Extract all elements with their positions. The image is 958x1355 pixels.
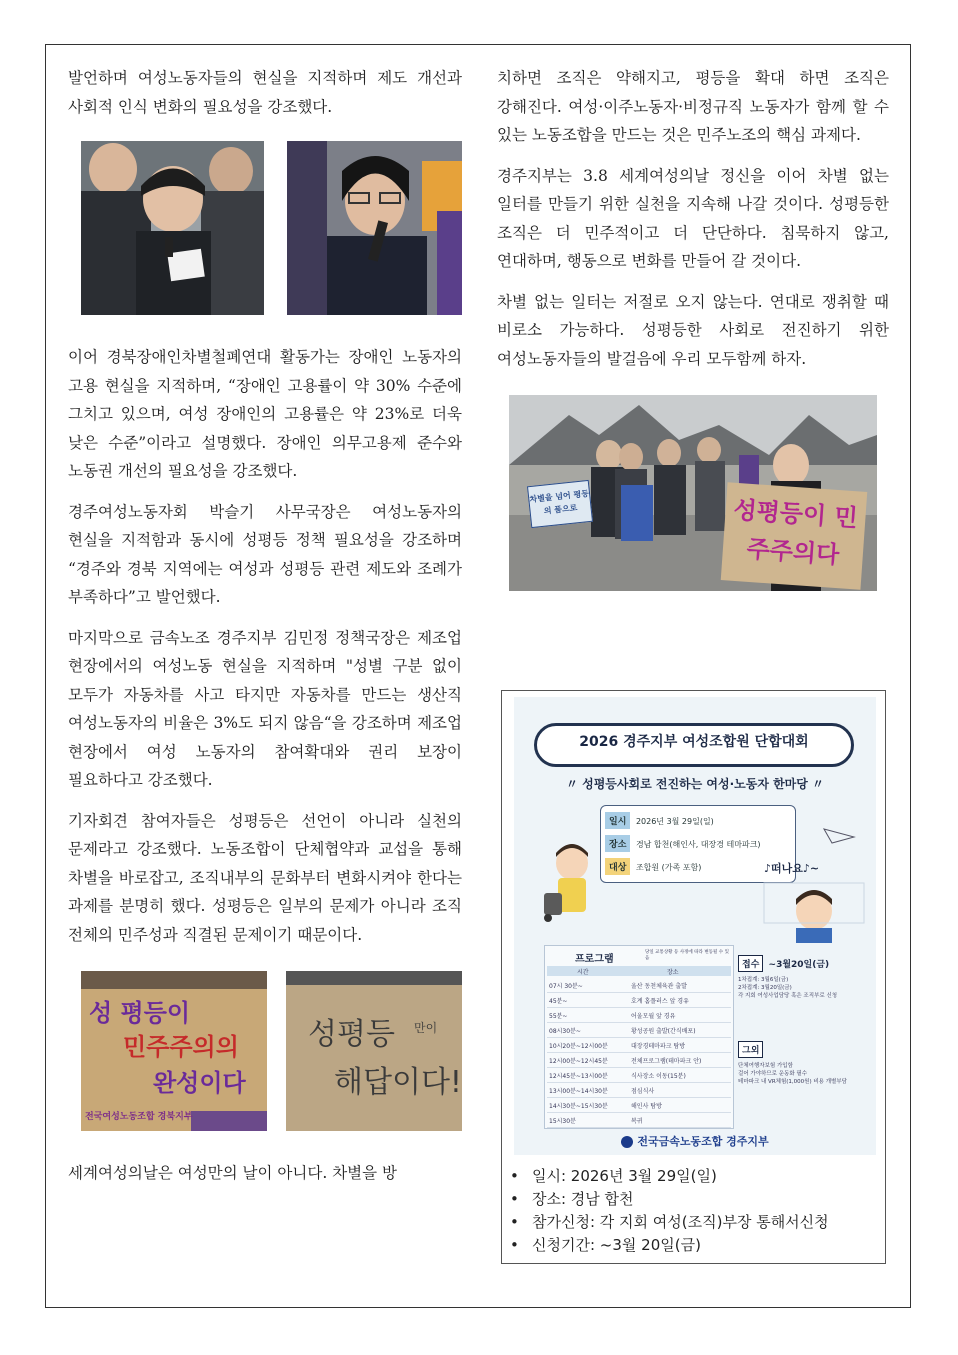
- left-paragraph-1: 발언하며 여성노동자들의 현실을 지적하며 제도 개선과 사회적 인식 변화의 필요성을 강조했다.: [68, 69, 462, 116]
- program-place: 황성공원 출발(간식배포): [631, 1028, 696, 1035]
- program-row: [547, 978, 731, 993]
- speaker-photo-2: [287, 141, 462, 315]
- signup-item-2: 2차접계: 3월20일(금): [738, 985, 792, 991]
- signup-value: ~3월20일(금): [768, 960, 830, 970]
- program-rows: [547, 978, 731, 1128]
- poster-detail-target: 대상 조합원 (가족 포함): [605, 858, 701, 875]
- program-row: [547, 1038, 731, 1053]
- poster-illustration: [514, 823, 876, 943]
- info-period: • 신청기간: ~3월 20일(금): [532, 1234, 887, 1257]
- program-time: 08시30분~: [549, 1028, 581, 1035]
- march-sign-1: 성평등이 민주주의다: [721, 482, 867, 590]
- left-paragraph-3: 경주여성노동자회 박슬기 사무국장은 여성노동자의 현실을 지적함과 동시에 성평등 정책 필요성을 강조하며 “경주와 경북 지역에는 여성과 성평등 관련 제도와 조례가 부족하다”고 발언했다.: [68, 502, 462, 606]
- program-place: 점심식사: [631, 1088, 655, 1095]
- program-place: 식사장소 이동(15분): [631, 1073, 686, 1080]
- program-row: [547, 1068, 731, 1083]
- program-note: 당일 교통상황 등 사정에 따라 변동될 수 있음: [645, 950, 729, 961]
- sign-a-line2: 민주주의의: [123, 1033, 239, 1061]
- sign-a-line3: 완성이다: [153, 1069, 246, 1097]
- right-paragraph-3: 차별 없는 일터는 저절로 오지 않는다. 연대로 쟁취할 때 비로소 가능하다. 성평등한 사회로 전진하기 위한 여성노동자들의 발걸음에 우리 모두함께 하자.: [497, 292, 889, 368]
- etc-item-1: 단체여행자보험 가입함: [738, 1063, 793, 1069]
- program-time: 15시30분: [549, 1118, 576, 1125]
- poster-box: [501, 690, 886, 1264]
- sign-photo-1: [81, 971, 267, 1131]
- program-time: 10시20분~12시00분: [549, 1043, 608, 1050]
- program-time: 07시 30분~: [549, 983, 583, 990]
- program-place: 어울모월 앞 경유: [631, 1013, 676, 1020]
- program-row: [547, 993, 731, 1008]
- program-place: 복귀: [631, 1118, 643, 1125]
- program-row: [547, 1083, 731, 1098]
- program-place: 전체프로그램(테마파크 안): [631, 1058, 702, 1065]
- event-poster: [514, 697, 876, 1155]
- info-signup: • 참가신청: 각 지회 여성(조직)부장 통해서신청: [532, 1211, 887, 1234]
- program-place: 해인사 탐방: [631, 1103, 662, 1110]
- poster-signup: [738, 955, 864, 1000]
- program-title: 프로그램: [575, 954, 614, 965]
- right-paragraph-1: 치하면 조직은 약해지고, 평등을 확대 하면 조직은 강해진다. 여성·이주노동자·비정규직 노동자가 함께 할 수 있는 노동조합을 만드는 것은 민주노조의 핵심 과제다.: [497, 69, 889, 144]
- program-header: 시간 장소: [547, 966, 731, 976]
- sign-a-line1: 성 평등이: [89, 999, 191, 1027]
- program-time: 14시30분~15시30분: [549, 1103, 608, 1110]
- speaker-photo-1: [81, 141, 264, 315]
- poster-fun-text: ♪떠나요♪~: [764, 862, 820, 875]
- program-place: 대장경테마파크 탐방: [631, 1043, 686, 1050]
- poster-title: 2026 경주지부 여성조합원 단합대회: [579, 734, 809, 750]
- sign-photo-2: [286, 971, 462, 1131]
- signup-label: 접수: [738, 955, 763, 972]
- poster-detail-place: 장소 경남 합천(해인사, 대장경 테마파크): [605, 835, 761, 852]
- program-time: 45분~: [549, 998, 568, 1005]
- march-photo: [509, 395, 877, 591]
- sign-b-small: 만이: [414, 1021, 438, 1035]
- program-row: [547, 1053, 731, 1068]
- left-paragraph-6: 세계여성의날은 여성만의 날이 아니다. 차별을 방: [68, 1164, 398, 1182]
- etc-item-3: 테마파크 내 VR체험(1,000원) 비용 개별부담: [738, 1079, 847, 1085]
- left-paragraph-2: 이어 경북장애인차별철폐연대 활동가는 장애인 노동자의 고용 현실을 지적하며, “장애인 고용률이 약 30% 수준에 그치고 있으며, 여성 장애인의 고용률은 약 23%로 더욱 낮은 수준”이라고 설명했다. 장애인 의무고용제 준수와 노동권 개선의 필요성을 강조했다.: [68, 348, 462, 480]
- press-photo-row: [68, 141, 462, 315]
- info-date: • 일시: 2026년 3월 29일(일): [532, 1165, 887, 1188]
- program-time: 55분~: [549, 1013, 568, 1020]
- program-place: 울산 동천체육관 출발: [631, 983, 687, 990]
- sign-a-footer: 전국여성노동조합 경북지부: [85, 1112, 193, 1122]
- program-time: 12시45분~13시00분: [549, 1073, 608, 1080]
- sign-b-line2: 해답이다!: [334, 1065, 462, 1100]
- program-place: 호계 홈플러스 앞 경유: [631, 998, 689, 1005]
- program-row: [547, 1113, 731, 1128]
- program-row: [547, 1008, 731, 1023]
- right-paragraph-2: 경주지부는 3.8 세계여성의날 정신을 이어 차별 없는 일터를 만들기 위한 실천을 지속해 나갈 것이다. 성평등한 조직은 더 민주적이고 더 단단하다. 침묵하지 않고, 연대하며, 행동으로 변화를 만들어 갈 것이다.: [497, 166, 889, 270]
- program-row: [547, 1098, 731, 1113]
- poster-footer: 전국금속노동조합 경주지부: [514, 1133, 876, 1149]
- poster-etc: [738, 1041, 864, 1086]
- poster-subtitle: 〃 성평등사회로 전진하는 여성·노동자 한마당 〃: [565, 777, 825, 791]
- etc-item-2: 걸어 가야하므로 운동화 필수: [738, 1071, 808, 1077]
- program-time: 13시00분~14시30분: [549, 1088, 608, 1095]
- left-paragraph-5: 기자회견 참여자들은 성평등은 선언이 아니라 실천의 문제라고 강조했다. 노동조합이 단체협약과 교섭을 통해 차별을 바로잡고, 조직내부의 문화부터 변화시켜야 한다는 과제를 분명히 했다. 성평등은 일부의 문제가 아니라 조직 전체의 민주성과 직결된 문제이기 때문이다.: [68, 811, 462, 944]
- poster-program: [544, 945, 734, 1129]
- etc-label: 그외: [738, 1041, 763, 1058]
- left-paragraph-4: 마지막으로 금속노조 경주지부 김민정 정책국장은 제조업 현장에서의 여성노동 현실을 지적하며 "성별 구분 없이 모두가 자동차를 사고 타지만 자동차를 만드는 생산직 여성노동자의 비율은 3%도 되지 않음“을 강조하며 제조업 현장에서 여성 노동자의 참여확대와 권리 보장이 필요하다고 강조했다.: [68, 628, 462, 789]
- sign-photo-row: [68, 971, 462, 1131]
- poster-detail-date: 일시 2026년 3월 29일(일): [605, 812, 714, 829]
- march-sign-2: 차별을 넘어 평등의 품으로: [527, 480, 593, 528]
- event-info-list: [502, 1165, 887, 1257]
- union-logo-icon: [621, 1136, 633, 1148]
- right-column: [497, 64, 889, 591]
- program-row: [547, 1023, 731, 1038]
- signup-item-3: 각 지회 여성사업담당 혹은 조직부로 신청: [738, 993, 838, 999]
- info-place: • 장소: 경남 합천: [532, 1188, 887, 1211]
- left-column: [68, 64, 462, 1188]
- signup-item-1: 1차접계: 3월6일(금): [738, 977, 789, 983]
- sign-b-line1: 성평등: [308, 1017, 395, 1052]
- program-time: 12시00분~12시45분: [549, 1058, 608, 1065]
